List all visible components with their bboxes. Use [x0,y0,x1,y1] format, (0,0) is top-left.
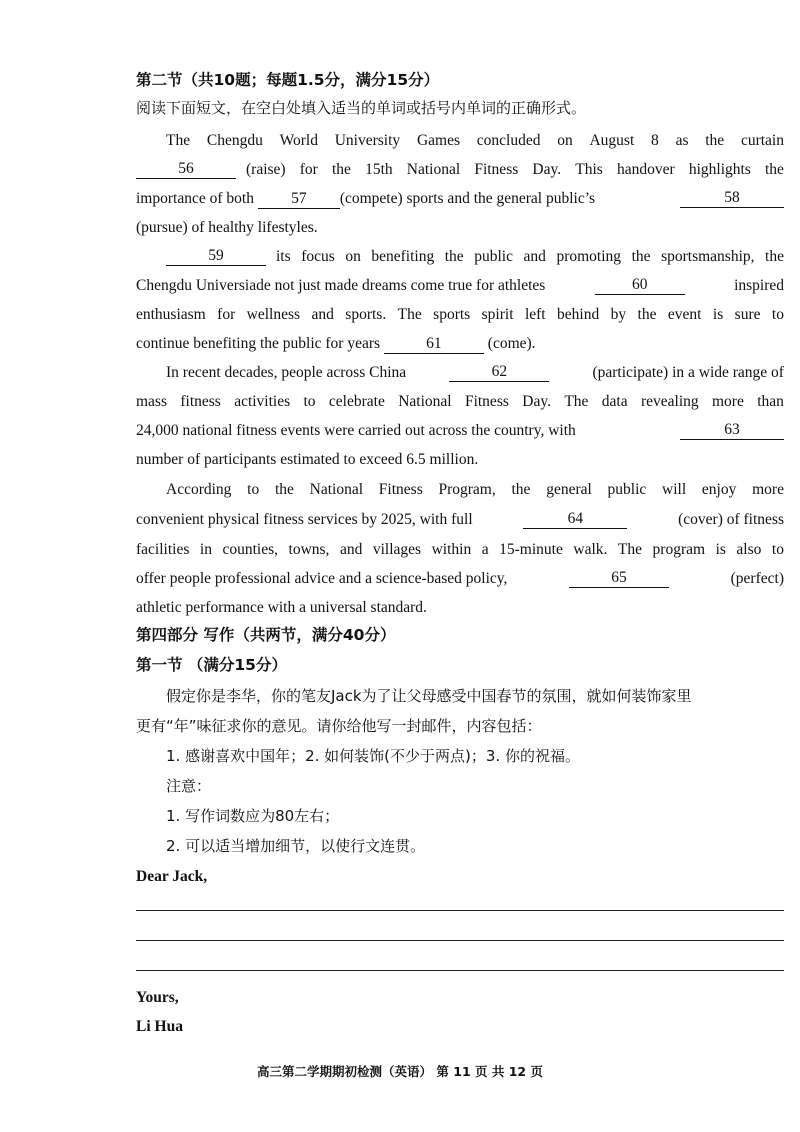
p1-line-2 [136,160,784,180]
word: data [601,393,628,410]
writing-line-2[interactable] [136,940,784,941]
word: August [589,132,635,149]
word: within [431,541,472,558]
writing-points: 1. 感谢喜欢中国年；2. 如何装饰(不少于两点)；3. 你的祝福。 [166,747,580,765]
word: behind [557,306,600,323]
p3-line-1 [166,363,784,383]
blank-64[interactable]: 64 [523,510,627,529]
word: Fitness [378,481,423,498]
word: handover [617,161,675,178]
section-2-title: 第二节（共10题；每题1.5分，满分15分） [136,71,440,89]
p4-line-2-pre: convenient physical fitness services by 2025, with full [136,511,473,528]
blank-59[interactable]: 59 [166,247,266,266]
letter-signature: Li Hua [136,1018,183,1035]
word: concluded [476,132,541,149]
p1-line-3-mid: (compete) sports and the general public’s [339,190,596,207]
word: to [303,393,316,410]
word: towns, [288,541,330,558]
p1-line-4: (pursue) of healthy lifestyles. [136,219,318,236]
word: wellness [246,306,301,323]
p3-line-1-pre: In recent decades, people across China [166,364,407,381]
p3-line-3 [136,421,784,441]
word: University [334,132,401,149]
word: mass [136,393,167,410]
p2-line-1 [166,247,784,267]
word: and [311,306,334,323]
word: This [575,161,603,178]
word: Day. [522,393,551,410]
word: the [637,306,657,323]
writing-line-3[interactable] [136,970,784,971]
word: According [166,481,232,498]
word: Games [416,132,460,149]
p1-line-1 [166,131,784,151]
word: The [564,393,589,410]
word: in [199,541,212,558]
word: a [481,541,489,558]
blank-58[interactable]: 58 [680,189,784,208]
p1-line-2-words [246,160,784,180]
word: will [662,481,687,498]
section-2-instruction: 阅读下面短文，在空白处填入适当的单词或括号内单词的正确形式。 [136,99,587,117]
note-1: 1. 写作词数应为80左右； [166,807,340,825]
writing-prompt-line-2: 更有“年”味征求你的意见。请你给他写一封邮件，内容包括： [136,717,542,735]
word: The [397,306,422,323]
word: more [712,393,744,410]
word: facilities [136,541,190,558]
word: as [675,132,689,149]
word: enjoy [701,481,737,498]
word: the [274,481,294,498]
p2-line-4-post: (come). [487,335,536,352]
p4-line-4-pre: offer people professional advice and a science-based policy, [136,570,508,587]
word: 8 [651,132,659,149]
word: more [752,481,784,498]
note-2: 2. 可以适当增加细节，以使行文连贯。 [166,837,426,855]
word: the [511,481,531,498]
word: is [712,306,724,323]
word: The [617,541,643,558]
letter-closing: Yours, [136,989,179,1006]
word: Fitness [464,393,509,410]
p2-line-4-pre: continue benefiting the public for years [136,335,381,352]
word: for [217,306,236,323]
p2-line-2-pre: Chengdu Universiade not just made dreams come true for athletes [136,277,546,294]
word: the [765,161,784,178]
word: the [331,161,351,178]
word: Program, [438,481,496,498]
blank-65[interactable]: 65 [569,569,669,588]
p4-line-4-post: (perfect) [730,570,784,587]
word: The [166,132,191,149]
word: the [705,132,725,149]
p2-line-2 [136,276,784,296]
part-4-title: 第四部分 写作（共两节，满分40分） [136,626,396,644]
word: National [406,161,461,178]
p2-line-2-post: inspired [734,277,784,294]
word: curtain [740,132,784,149]
word: spirit [481,306,514,323]
p4-line-4 [136,569,784,589]
word: (raise) [246,161,286,178]
word: Chengdu [206,132,263,149]
word: enthusiasm [136,306,206,323]
word: to [771,306,784,323]
word: also [736,541,762,558]
word: is [715,541,726,558]
p2-line-4 [136,334,784,354]
word: sure [734,306,761,323]
word: public [607,481,647,498]
p4-line-5: athletic performance with a universal standard. [136,599,427,616]
page-footer: 高三第二学期期初检测（英语） 第 11 页 共 12 页 [257,1064,543,1079]
writing-section-1-title: 第一节 （满分15分） [136,656,287,674]
word: counties, [222,541,278,558]
word: sports. [345,306,387,323]
word: on [557,132,573,149]
letter-greeting: Dear Jack, [136,868,208,885]
p2-line-3 [136,305,784,325]
p3-line-4: number of participants estimated to exceed 6.5 million. [136,451,479,468]
word: activities [234,393,291,410]
blank-57[interactable]: 57 [258,190,340,209]
writing-prompt-line-1: 假定你是李华，你的笔友Jack为了让父母感受中国春节的氛围，就如何装饰家里 [166,687,692,705]
p3-line-2 [136,392,784,412]
word: 15-minute [499,541,563,558]
word: World [279,132,318,149]
word: Day. [532,161,562,178]
word: fitness [180,393,221,410]
blank-63[interactable]: 63 [680,421,784,440]
word: National [309,481,364,498]
word: event [667,306,702,323]
word: general [546,481,592,498]
p1-line-3-pre: importance of both [136,190,254,207]
p4-line-1 [166,480,784,500]
blank-62[interactable]: 62 [449,363,549,382]
word: walk. [573,541,608,558]
blank-56[interactable]: 56 [136,160,236,179]
word: to [247,481,260,498]
word: highlights [688,161,751,178]
word: and [339,541,363,558]
word: revealing [640,393,699,410]
blank-60[interactable]: 60 [595,276,685,295]
word: Fitness [474,161,519,178]
word: celebrate [328,393,385,410]
p3-line-3-pre: 24,000 national fitness events were carried out across the country, with [136,422,576,439]
blank-61[interactable]: 61 [384,335,484,354]
p1-line-3 [136,189,784,209]
p2-line-1-rest: its focus on benefiting the public and promoting the sportsmanship, the [276,248,784,265]
word: sports [433,306,471,323]
word: program [652,541,706,558]
word: villages [372,541,422,558]
word: left [524,306,546,323]
p4-line-2 [136,510,784,530]
p3-line-1-post: (participate) in a wide range of [592,364,784,381]
p4-line-3 [136,540,784,560]
word: by [610,306,627,323]
word: to [771,541,784,558]
note-label: 注意： [166,777,212,795]
word: 15th [365,161,393,178]
word: than [757,393,784,410]
writing-line-1[interactable] [136,910,784,911]
p4-line-2-post: (cover) of fitness [678,511,784,528]
word: National [398,393,452,410]
word: for [299,161,318,178]
